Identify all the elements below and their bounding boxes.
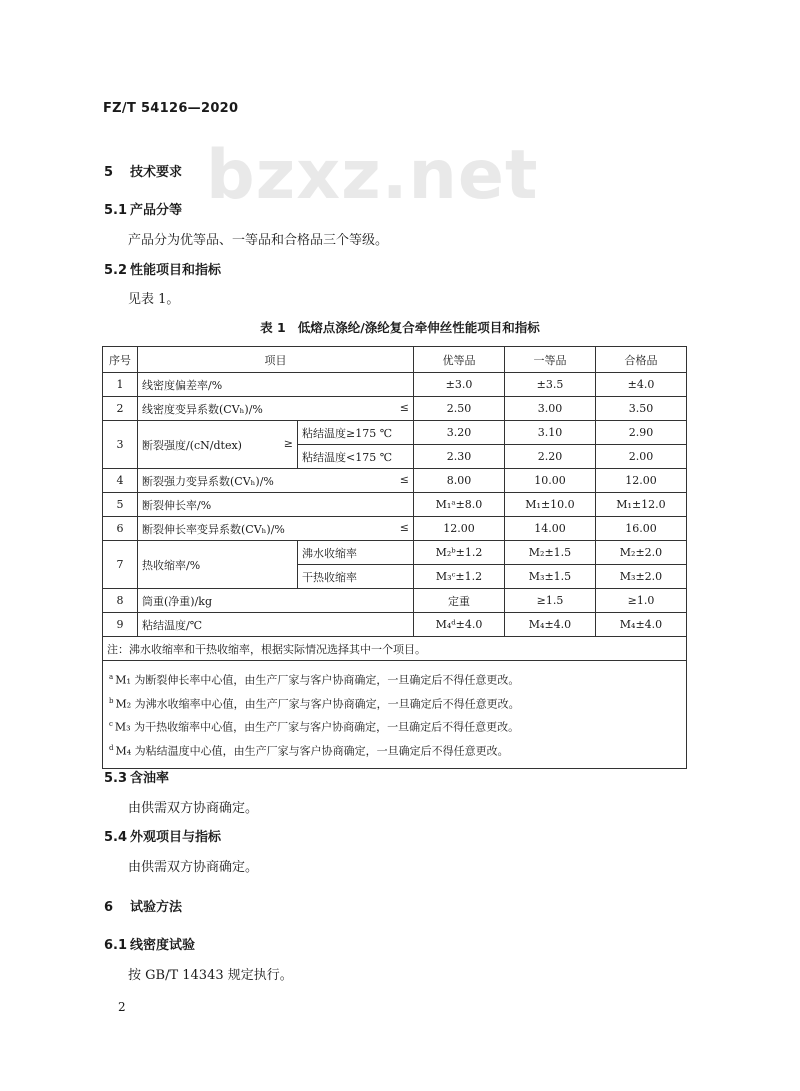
value-cell: ±4.0 bbox=[596, 373, 687, 397]
table-footnotes bbox=[103, 661, 687, 769]
section-title: 含油率 bbox=[130, 771, 170, 786]
value-cell: M₄±4.0 bbox=[505, 613, 596, 637]
row-number: 9 bbox=[103, 613, 138, 637]
comparison-symbol: ≥ bbox=[283, 436, 293, 450]
section-number: 5.2 bbox=[104, 263, 128, 278]
table-caption bbox=[0, 318, 800, 336]
table-caption-title: 低熔点涤纶/涤纶复合牵伸丝性能项目和指标 bbox=[297, 320, 540, 335]
table-row bbox=[103, 421, 687, 445]
section-number: 6 bbox=[104, 900, 114, 915]
value-cell: 8.00 bbox=[414, 469, 505, 493]
section-title: 产品分等 bbox=[130, 203, 183, 218]
footnote bbox=[109, 738, 680, 762]
row-item: 粘结温度/℃ bbox=[138, 613, 414, 637]
value-cell: 2.30 bbox=[414, 445, 505, 469]
section-number: 5.1 bbox=[104, 203, 128, 218]
section-5-4-text: 由供需双方协商确定。 bbox=[128, 860, 259, 875]
document-header: FZ/T 54126—2020 bbox=[103, 101, 239, 116]
value-cell: 16.00 bbox=[596, 517, 687, 541]
comparison-symbol: ≤ bbox=[399, 520, 409, 534]
value-cell: M₂±2.0 bbox=[596, 541, 687, 565]
table-row bbox=[103, 541, 687, 565]
value-cell: 12.00 bbox=[414, 517, 505, 541]
header-cell-no: 序号 bbox=[103, 347, 138, 373]
row-number: 3 bbox=[103, 421, 138, 469]
value-cell: M₁±12.0 bbox=[596, 493, 687, 517]
section-title: 线密度试验 bbox=[130, 938, 196, 953]
value-cell: ±3.0 bbox=[414, 373, 505, 397]
section-number: 6.1 bbox=[104, 938, 128, 953]
page-number: 2 bbox=[118, 1000, 126, 1014]
section-5-heading bbox=[104, 161, 182, 180]
section-5-1-heading bbox=[104, 199, 182, 218]
section-5-2-text: 见表 1。 bbox=[128, 292, 180, 307]
table-note: 注：沸水收缩率和干热收缩率，根据实际情况选择其中一个项目。 bbox=[103, 637, 687, 661]
watermark: bzxz.net bbox=[206, 136, 539, 215]
footnote-text: M₄ 为粘结温度中心值，由生产厂家与客户协商确定，一旦确定后不得任意更改。 bbox=[115, 744, 509, 758]
footnote-text: M₁ 为断裂伸长率中心值，由生产厂家与客户协商确定，一旦确定后不得任意更改。 bbox=[115, 673, 520, 687]
value-cell: M₃±1.5 bbox=[505, 565, 596, 589]
section-title: 外观项目与指标 bbox=[130, 830, 222, 845]
row-number: 4 bbox=[103, 469, 138, 493]
row-number: 5 bbox=[103, 493, 138, 517]
footnote bbox=[109, 691, 680, 715]
header-cell-grade-3: 合格品 bbox=[596, 347, 687, 373]
value-cell: 12.00 bbox=[596, 469, 687, 493]
table-row bbox=[103, 613, 687, 637]
row-item bbox=[138, 517, 414, 541]
section-5-2-heading bbox=[104, 259, 221, 278]
footnote bbox=[109, 667, 680, 691]
row-item bbox=[138, 397, 414, 421]
header-cell-item: 项目 bbox=[138, 347, 414, 373]
row-item bbox=[138, 421, 298, 469]
value-cell: M₁ᵃ±8.0 bbox=[414, 493, 505, 517]
comparison-symbol: ≤ bbox=[399, 400, 409, 414]
row-item-label: 断裂强度/(cN/dtex) bbox=[142, 438, 242, 452]
value-cell: 14.00 bbox=[505, 517, 596, 541]
value-cell: 3.00 bbox=[505, 397, 596, 421]
section-6-1-text: 按 GB/T 14343 规定执行。 bbox=[128, 968, 293, 983]
table-note-row bbox=[103, 637, 687, 661]
value-cell: M₁±10.0 bbox=[505, 493, 596, 517]
footnote-mark: c bbox=[109, 720, 113, 729]
footnote-text: M₃ 为干热收缩率中心值，由生产厂家与客户协商确定，一旦确定后不得任意更改。 bbox=[114, 720, 520, 734]
table-row bbox=[103, 373, 687, 397]
table-header-row bbox=[103, 347, 687, 373]
row-item: 热收缩率/% bbox=[138, 541, 298, 589]
section-title: 性能项目和指标 bbox=[130, 263, 222, 278]
row-number: 8 bbox=[103, 589, 138, 613]
row-item-label: 断裂伸长率变异系数(CVₕ)/% bbox=[142, 522, 285, 536]
value-cell: 定重 bbox=[414, 589, 505, 613]
row-subitem: 干热收缩率 bbox=[298, 565, 414, 589]
value-cell: M₂ᵇ±1.2 bbox=[414, 541, 505, 565]
row-item-label: 断裂强力变异系数(CVₕ)/% bbox=[142, 474, 274, 488]
section-5-3-text: 由供需双方协商确定。 bbox=[128, 801, 259, 816]
table-row bbox=[103, 493, 687, 517]
value-cell: 2.50 bbox=[414, 397, 505, 421]
table-caption-number: 表 1 bbox=[260, 320, 286, 335]
value-cell: ±3.5 bbox=[505, 373, 596, 397]
row-subitem: 粘结温度≥175 ℃ bbox=[298, 421, 414, 445]
header-cell-grade-2: 一等品 bbox=[505, 347, 596, 373]
section-number: 5.3 bbox=[104, 771, 128, 786]
footnote-text: M₂ 为沸水收缩率中心值，由生产厂家与客户协商确定，一旦确定后不得任意更改。 bbox=[115, 697, 520, 711]
section-title: 技术要求 bbox=[130, 165, 183, 180]
row-subitem: 沸水收缩率 bbox=[298, 541, 414, 565]
footnote bbox=[109, 714, 680, 738]
section-title: 试验方法 bbox=[130, 900, 183, 915]
value-cell: 3.10 bbox=[505, 421, 596, 445]
row-item: 断裂伸长率/% bbox=[138, 493, 414, 517]
row-item-label: 线密度变异系数(CVₕ)/% bbox=[142, 402, 263, 416]
table-row bbox=[103, 517, 687, 541]
comparison-symbol: ≤ bbox=[399, 472, 409, 486]
value-cell: 2.00 bbox=[596, 445, 687, 469]
section-number: 5 bbox=[104, 165, 114, 180]
row-number: 2 bbox=[103, 397, 138, 421]
value-cell: 10.00 bbox=[505, 469, 596, 493]
section-6-1-heading bbox=[104, 934, 195, 953]
table-footnotes-row bbox=[103, 661, 687, 769]
row-subitem: 粘结温度<175 ℃ bbox=[298, 445, 414, 469]
footnote-mark: a bbox=[109, 673, 114, 681]
row-number: 1 bbox=[103, 373, 138, 397]
section-6-heading bbox=[104, 896, 182, 915]
value-cell: ≥1.0 bbox=[596, 589, 687, 613]
footnote-mark: d bbox=[109, 743, 114, 752]
value-cell: 3.20 bbox=[414, 421, 505, 445]
value-cell: 2.20 bbox=[505, 445, 596, 469]
table-row bbox=[103, 469, 687, 493]
value-cell: M₃ᶜ±1.2 bbox=[414, 565, 505, 589]
value-cell: M₃±2.0 bbox=[596, 565, 687, 589]
value-cell: M₄±4.0 bbox=[596, 613, 687, 637]
value-cell: M₄ᵈ±4.0 bbox=[414, 613, 505, 637]
header-cell-grade-1: 优等品 bbox=[414, 347, 505, 373]
row-number: 7 bbox=[103, 541, 138, 589]
value-cell: ≥1.5 bbox=[505, 589, 596, 613]
section-5-1-text: 产品分为优等品、一等品和合格品三个等级。 bbox=[128, 233, 389, 248]
table-row bbox=[103, 397, 687, 421]
row-number: 6 bbox=[103, 517, 138, 541]
table-row bbox=[103, 589, 687, 613]
row-item: 筒重(净重)/kg bbox=[138, 589, 414, 613]
section-number: 5.4 bbox=[104, 830, 128, 845]
spec-table bbox=[102, 346, 687, 769]
section-5-4-heading bbox=[104, 826, 221, 845]
row-item bbox=[138, 469, 414, 493]
row-item: 线密度偏差率/% bbox=[138, 373, 414, 397]
value-cell: M₂±1.5 bbox=[505, 541, 596, 565]
value-cell: 3.50 bbox=[596, 397, 687, 421]
footnote-mark: b bbox=[109, 696, 114, 705]
section-5-3-heading bbox=[104, 767, 169, 786]
value-cell: 2.90 bbox=[596, 421, 687, 445]
